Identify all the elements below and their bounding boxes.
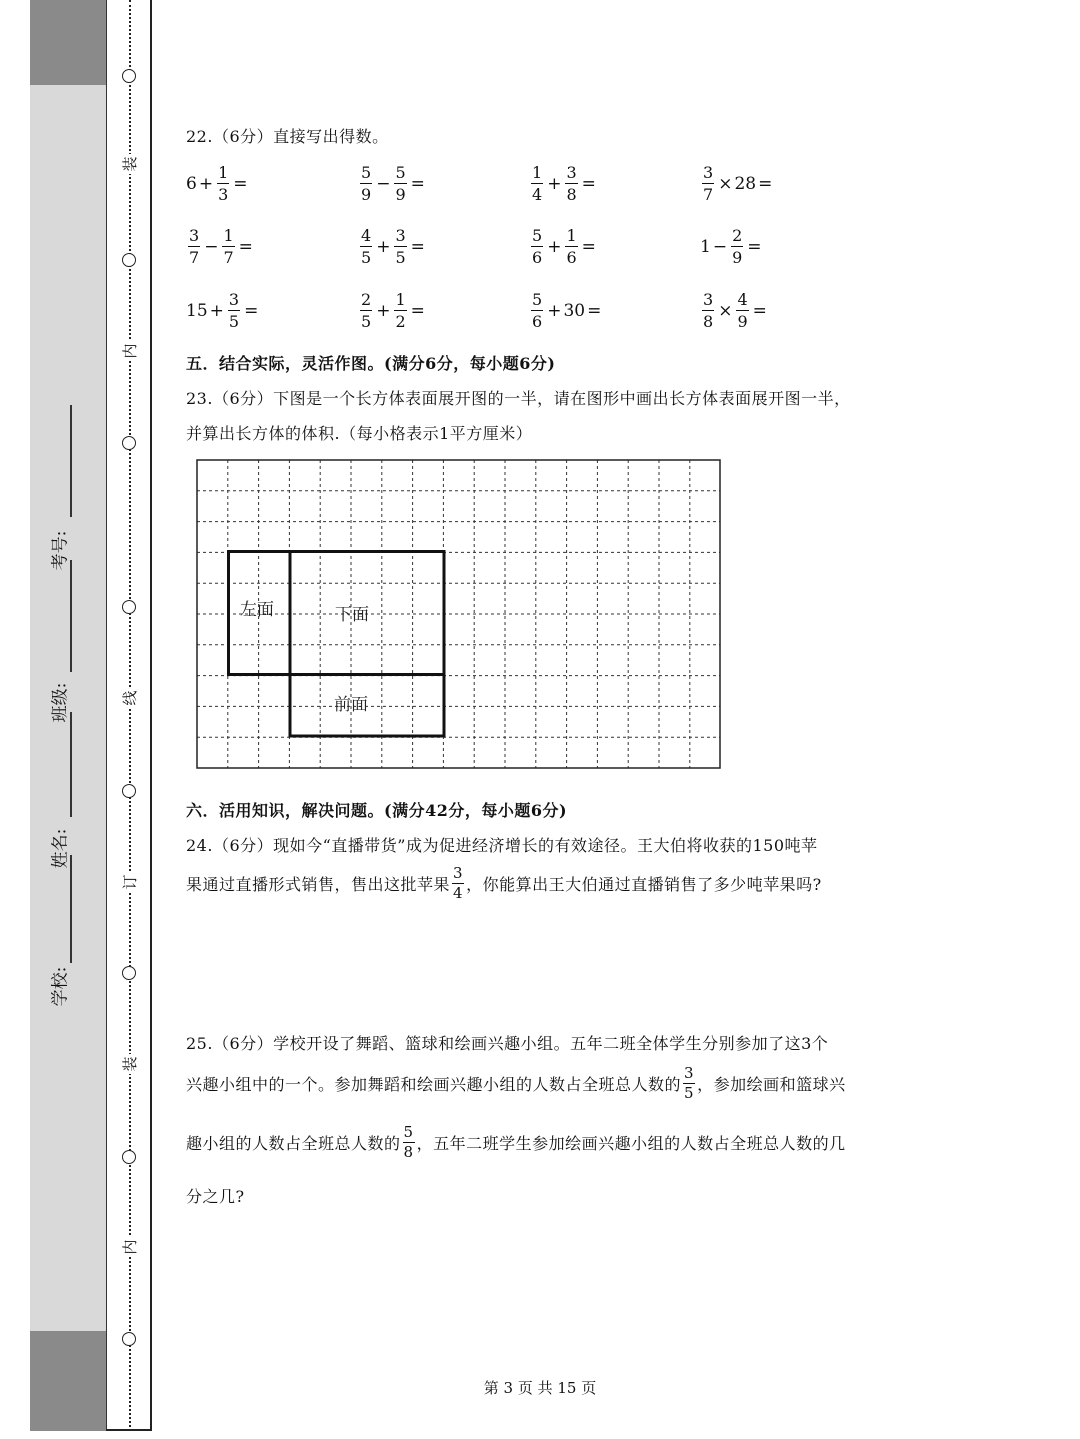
fraction: $\frac{1}{3}$ — [218, 163, 229, 204]
fraction: $\frac{1}{7}$ — [223, 226, 234, 267]
exam-number-field[interactable] — [70, 405, 72, 517]
binding-char: 内 — [120, 1237, 140, 1257]
binding-hole — [122, 253, 136, 267]
binding-hole — [122, 436, 136, 450]
section5-title: 五．结合实际，灵活作图。(满分6分，每小题6分) — [186, 354, 556, 373]
name-field[interactable] — [70, 712, 72, 817]
binding-hole — [122, 966, 136, 980]
fraction: $\frac{5}{6}$ — [532, 226, 543, 267]
arithmetic-expression: $\frac{2}{5}$ + $\frac{1}{2}$ = — [361, 290, 425, 331]
binding-hole — [122, 69, 136, 83]
binding-hole — [122, 600, 136, 614]
q25-line4: 分之几? — [186, 1187, 245, 1206]
arithmetic-expression: $\frac{5}{6}$ + $\frac{1}{6}$ = — [532, 226, 596, 267]
arithmetic-expression: $\frac{5}{9}$ − $\frac{5}{9}$ = — [361, 163, 425, 204]
fraction: $\frac{5}{8}$ — [403, 1123, 414, 1161]
fraction: $\frac{4}{5}$ — [361, 226, 372, 267]
binding-char: 线 — [120, 688, 140, 708]
fraction: $\frac{1}{6}$ — [566, 226, 577, 267]
binding-char: 订 — [120, 872, 140, 892]
page-number: 第 3 页 共 15 页 — [483, 1379, 597, 1397]
q25-line2: 兴趣小组中的一个。参加舞蹈和绘画兴趣小组的人数占全班总人数的 $\frac{3}{5}$ ，参加绘画和篮球兴 — [186, 1064, 846, 1102]
fraction: $\frac{3}{8}$ — [703, 290, 714, 331]
class-field[interactable] — [70, 560, 72, 672]
arithmetic-expression: $\frac{3}{8}$ × $\frac{4}{9}$ = — [703, 290, 767, 331]
school-label: 学校: — [50, 966, 71, 1007]
arithmetic-expression: 15 + $\frac{3}{5}$ = — [186, 290, 259, 331]
q25-line3: 趣小组的人数占全班总人数的 $\frac{5}{8}$ ，五年二班学生参加绘画兴趣小组的人数占全班总人数的几 — [186, 1123, 846, 1161]
binding-char: 装 — [120, 154, 140, 174]
arithmetic-expression: $\frac{3}{7}$ − $\frac{1}{7}$ = — [189, 226, 253, 267]
binding-hole — [122, 1332, 136, 1346]
left-face-label: 左面 — [240, 600, 274, 620]
fraction: $\frac{5}{9}$ — [361, 163, 372, 204]
q24-line2: 果通过直播形式销售，售出这批苹果 $\frac{3}{4}$ ，你能算出王大伯通过直播销售了多少吨苹果吗? — [186, 864, 822, 902]
class-label: 班级: — [50, 682, 71, 723]
arithmetic-expression: $\frac{1}{4}$ + $\frac{3}{8}$ = — [532, 163, 596, 204]
section6-title: 六．活用知识，解决问题。(满分42分，每小题6分) — [186, 801, 568, 820]
fraction: $\frac{1}{4}$ — [532, 163, 543, 204]
margin-top-block — [30, 0, 106, 85]
name-label: 姓名: — [50, 828, 71, 869]
q22-title: 22.（6分）直接写出得数。 — [186, 127, 389, 146]
q24-line1: 24.（6分）现如今“直播带货”成为促进经济增长的有效途径。王大伯将收获的150吨苹 — [186, 836, 818, 855]
cut-line — [129, 0, 131, 1431]
binding-hole — [122, 784, 136, 798]
school-field[interactable] — [70, 855, 72, 963]
arithmetic-expression: $\frac{3}{7}$ × 28 = — [703, 163, 773, 204]
fraction: $\frac{4}{9}$ — [737, 290, 748, 331]
binding-hole — [122, 1150, 136, 1164]
q25-line1: 25.（6分）学校开设了舞蹈、篮球和绘画兴趣小组。五年二班全体学生分别参加了这3个 — [186, 1034, 829, 1053]
fraction: $\frac{2}{9}$ — [732, 226, 743, 267]
fraction: $\frac{5}{9}$ — [395, 163, 406, 204]
arithmetic-expression: 1 − $\frac{2}{9}$ = — [700, 226, 762, 267]
fraction: $\frac{3}{5}$ — [228, 290, 240, 331]
arithmetic-expression: 6 + $\frac{1}{3}$ = — [186, 163, 248, 204]
fraction: $\frac{3}{5}$ — [395, 226, 406, 267]
arithmetic-expression: $\frac{4}{5}$ + $\frac{3}{5}$ = — [361, 226, 425, 267]
bottom-face-label: 下面 — [335, 605, 369, 625]
fraction: $\frac{3}{8}$ — [566, 163, 577, 204]
exam-number-label: 考号: — [50, 530, 71, 571]
q23-line1: 23.（6分）下图是一个长方体表面展开图的一半，请在图形中画出长方体表面展开图一半， — [186, 389, 851, 408]
binding-char: 内 — [120, 341, 140, 361]
arithmetic-expression: $\frac{5}{6}$ + 30 = — [532, 290, 602, 331]
fraction: $\frac{2}{5}$ — [361, 290, 372, 331]
fraction: $\frac{3}{5}$ — [684, 1064, 695, 1102]
net-grid[interactable] — [195, 458, 723, 770]
fraction: $\frac{1}{2}$ — [395, 290, 406, 331]
fraction: $\frac{5}{6}$ — [532, 290, 543, 331]
q23-line2: 并算出长方体的体积.（每小格表示1平方厘米） — [186, 424, 533, 443]
fraction: $\frac{3}{7}$ — [189, 226, 200, 267]
binding-char: 装 — [120, 1054, 140, 1074]
front-face-label: 前面 — [334, 695, 368, 715]
fraction: $\frac{3}{7}$ — [703, 163, 714, 204]
fraction: $\frac{3}{4}$ — [453, 864, 464, 902]
